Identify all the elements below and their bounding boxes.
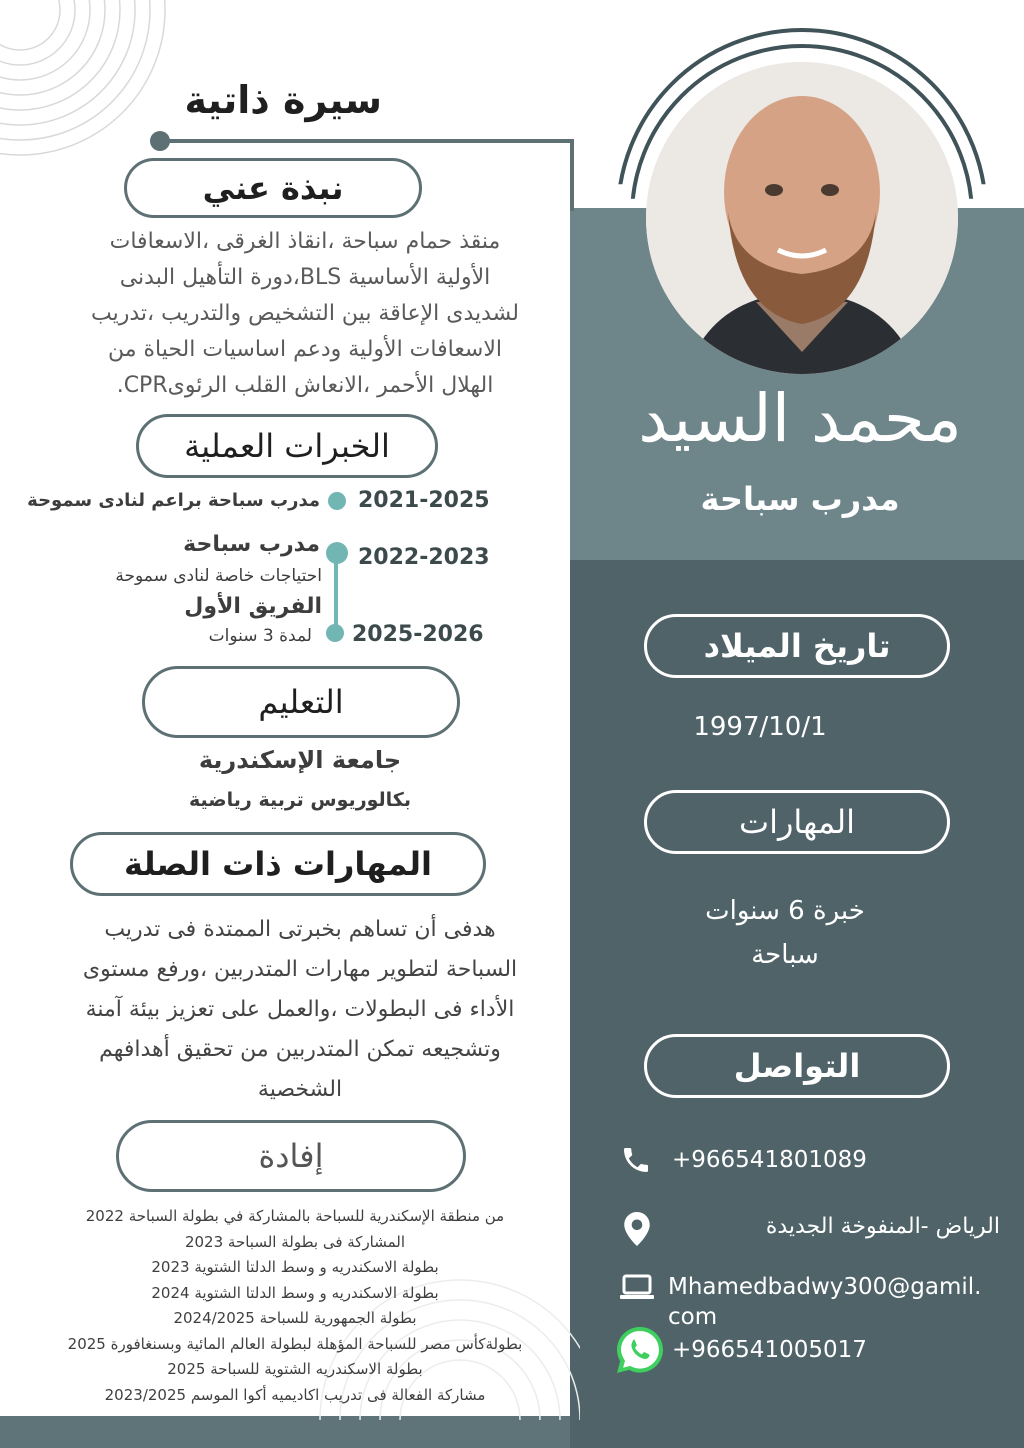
experience-detail: لمدة 3 سنوات xyxy=(208,626,312,646)
contact-heading-label: التواصل xyxy=(733,1047,861,1085)
experience-title: الفريق الأول xyxy=(184,594,322,619)
contact-whatsapp-row xyxy=(614,1324,867,1376)
experience-detail: احتياجات خاصة لنادى سموحة xyxy=(115,566,322,586)
about-heading xyxy=(124,158,422,218)
experience-heading-label: الخبرات العملية xyxy=(184,427,390,465)
related-skills-heading xyxy=(70,832,486,896)
about-line: الاسعافات الأولية ودعم اساسيات الحياة من xyxy=(107,337,503,362)
page-title: سيرة ذاتية xyxy=(184,78,382,122)
related-skills-heading-label: المهارات ذات الصلة xyxy=(124,845,432,883)
experience-year: 2022-2023 xyxy=(358,545,490,570)
ifada-item: بطولةكأس مصر للسباحة المؤهلة لبطولة العالم المائية وبسنغافورة 2025 xyxy=(67,1334,523,1353)
contact-email[interactable]: Mhamedbadwy300@gamil. xyxy=(668,1274,982,1300)
contact-heading xyxy=(644,1034,950,1098)
about-line: الهلال الأحمر ،الانعاش القلب الرئوىCPR. xyxy=(116,373,494,398)
about-line: لشديدى الإعاقة بين التشخيص والتدريب ،تدريب xyxy=(90,301,519,326)
location-icon xyxy=(624,1212,650,1246)
whatsapp-icon xyxy=(614,1324,666,1376)
ifada-item: المشاركة فى بطولة السباحة 2023 xyxy=(184,1232,406,1251)
education-heading xyxy=(142,666,460,738)
related-skills-line: وتشجيعه تمكن المتدربين من تحقيق أهدافهم xyxy=(99,1037,501,1062)
profile-photo xyxy=(646,62,958,374)
ifada-heading-label: إفادة xyxy=(258,1137,324,1175)
contact-phone-row xyxy=(620,1144,867,1176)
birth-date: 1997/10/1 xyxy=(693,712,827,742)
experience-timeline-line xyxy=(334,560,338,630)
ifada-item: من منطقة الإسكندرية للسباحة بالمشاركة في بطولة السباحة 2022 xyxy=(85,1207,505,1225)
experience-title: مدرب سباحة براعم لنادى سموحة xyxy=(27,490,320,511)
education-degree: بكالوريوس تربية رياضية xyxy=(188,789,411,811)
ifada-list xyxy=(10,1204,580,1408)
skills-experience: خبرة 6 سنوات xyxy=(705,896,865,926)
contact-whatsapp[interactable]: +966541005017 xyxy=(672,1337,867,1363)
phone-icon xyxy=(620,1144,652,1176)
person-name: محمد السيد xyxy=(638,380,962,457)
birth-heading xyxy=(644,614,950,678)
related-skills-line: هدفى أن تساهم بخبرتى الممتدة فى تدريب xyxy=(104,917,496,942)
related-skills-line: الأداء فى البطولات ،والعمل على تعزيز بيئة آمنة xyxy=(85,997,515,1022)
experience-title: مدرب سباحة xyxy=(183,532,320,557)
decorative-arcs xyxy=(0,0,170,170)
contact-address: الرياض -المنفوخة الجديدة xyxy=(765,1214,1000,1239)
contact-email-row xyxy=(620,1272,981,1332)
skills-heading xyxy=(644,790,950,854)
contact-phone[interactable]: +966541801089 xyxy=(672,1147,867,1173)
title-connector-vertical xyxy=(570,139,574,211)
birth-heading-label: تاريخ الميلاد xyxy=(703,627,891,665)
ifada-heading xyxy=(116,1120,466,1192)
job-title: مدرب سباحة xyxy=(700,480,900,518)
laptop-icon xyxy=(620,1272,654,1302)
ifada-item: مشاركة الفعالة فى تدريب اكاديميه أكوا الموسم 2023/2025 xyxy=(104,1385,486,1404)
experience-year: 2025-2026 xyxy=(352,622,484,647)
education-university: جامعة الإسكندرية xyxy=(198,746,402,774)
ifada-item: بطولة الاسكندريه و وسط الدلتا الشتوية 2023 xyxy=(151,1258,439,1276)
about-line: الأولية الأساسية BLS،دورة التأهيل البدنى xyxy=(119,265,491,290)
skills-sport: سباحة xyxy=(751,940,819,970)
about-line: منقذ حمام سباحة ،انقاذ الغرقى ،الاسعافات xyxy=(109,229,501,254)
experience-dot xyxy=(326,624,344,642)
contact-email-cont[interactable]: com xyxy=(668,1304,718,1330)
title-connector-dot xyxy=(150,131,170,151)
title-connector-line xyxy=(160,139,572,143)
education-heading-label: التعليم xyxy=(258,683,344,721)
skills-heading-label: المهارات xyxy=(738,803,856,841)
related-skills-text xyxy=(40,910,560,1110)
related-skills-line: السباحة لتطوير مهارات المتدربين ،ورفع مستوى xyxy=(82,957,518,982)
ifada-item: بطولة الاسكندريه و وسط الدلتا الشتوية 2024 xyxy=(151,1283,439,1302)
experience-dot xyxy=(328,492,346,510)
experience-year: 2021-2025 xyxy=(358,488,490,513)
experience-heading xyxy=(136,414,438,478)
ifada-item: بطولة الجمهورية للسباحة 2024/2025 xyxy=(173,1309,417,1327)
about-heading-label: نبذة عني xyxy=(202,169,344,207)
related-skills-line: الشخصية xyxy=(257,1077,343,1102)
ifada-item: بطولة الاسكندريه الشتوية للسباحة 2025 xyxy=(167,1360,423,1378)
bottom-strip xyxy=(0,1416,570,1448)
about-text xyxy=(40,224,570,404)
